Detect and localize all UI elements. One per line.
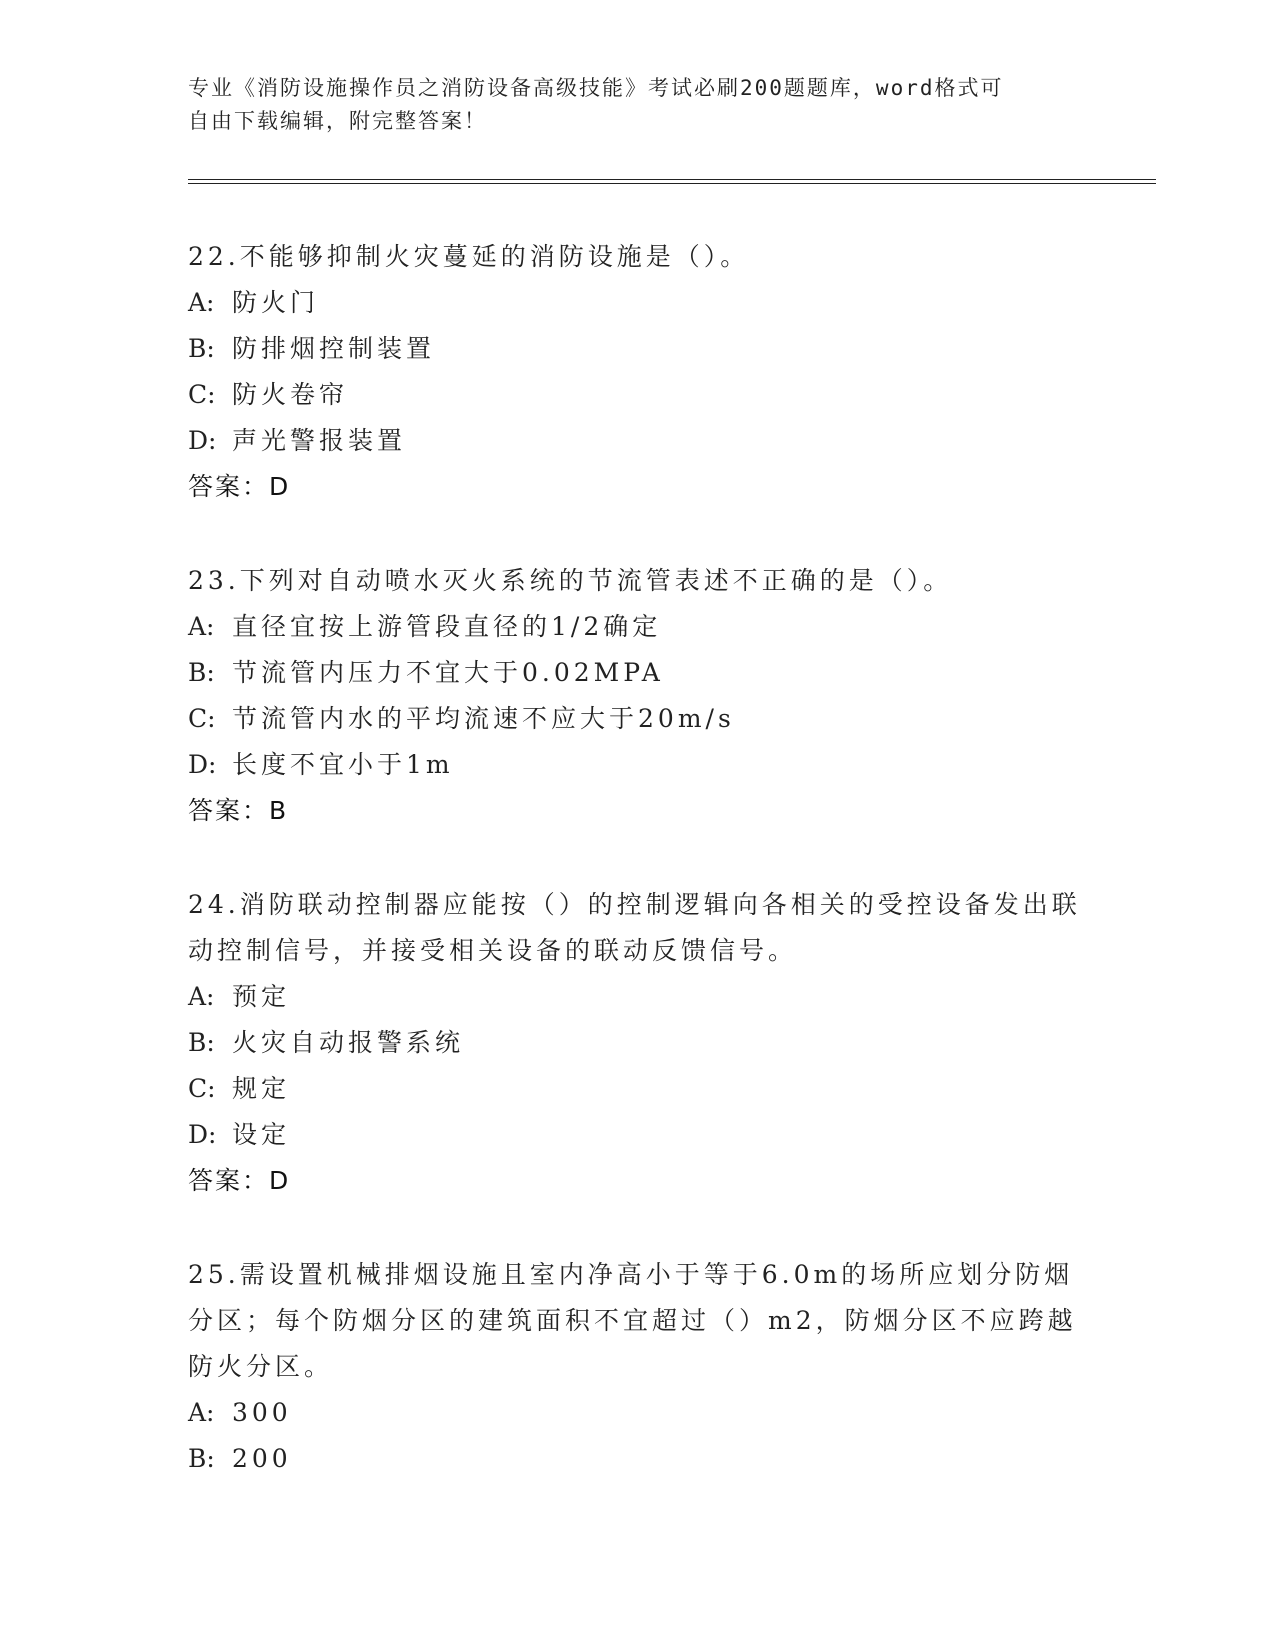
option-d (188, 1112, 1088, 1158)
option-b (188, 326, 1088, 372)
header-line-1: 专业《消防设施操作员之消防设备高级技能》考试必刷200题题库，word格式可 (188, 76, 1004, 100)
option-text: 火灾自动报警系统 (232, 1028, 465, 1057)
option-text: 声光警报装置 (232, 426, 407, 455)
option-b (188, 1020, 1088, 1066)
option-letter: B: (188, 334, 215, 363)
question-stem: 23.下列对自动喷水灭火系统的节流管表述不正确的是（）。 (188, 566, 953, 595)
option-d (188, 742, 1088, 788)
option-text: 防火门 (232, 288, 320, 317)
option-letter: D: (188, 750, 217, 779)
question-25 (188, 1252, 1088, 1482)
question-stem: 25.需设置机械排烟设施且室内净高小于等于6.0m的场所应划分防烟分区；每个防烟分区的建筑面积不宜超过（）m2，防烟分区不应跨越防火分区。 (188, 1260, 1077, 1381)
option-text: 预定 (232, 982, 291, 1011)
option-text: 防排烟控制装置 (232, 334, 436, 363)
option-b (188, 1436, 1088, 1482)
option-text: 节流管内水的平均流速不应大于20m/s (232, 704, 735, 733)
answer-line: 答案：D (188, 472, 291, 501)
question-23 (188, 558, 1088, 834)
option-letter: A: (188, 288, 215, 317)
option-text: 规定 (232, 1074, 291, 1103)
option-d (188, 418, 1088, 464)
question-24 (188, 882, 1088, 1204)
header-divider-top (188, 179, 1156, 180)
answer-line: 答案：D (188, 1166, 291, 1195)
option-a (188, 1390, 1088, 1436)
question-stem: 22.不能够抑制火灾蔓延的消防设施是（）。 (188, 242, 750, 271)
option-c (188, 372, 1088, 418)
answer-line: 答案：B (188, 796, 289, 825)
option-a (188, 604, 1088, 650)
option-text: 200 (232, 1444, 292, 1473)
option-text: 设定 (232, 1120, 291, 1149)
option-letter: A: (188, 982, 215, 1011)
option-letter: B: (188, 1028, 215, 1057)
option-c (188, 1066, 1088, 1112)
option-letter: C: (188, 380, 216, 409)
header-line-2: 自由下载编辑，附完整答案！ (188, 109, 487, 133)
option-text: 300 (232, 1398, 292, 1427)
option-text: 节流管内压力不宜大于0.02MPA (232, 658, 664, 687)
option-letter: A: (188, 612, 215, 641)
document-header (188, 72, 1068, 138)
option-letter: B: (188, 658, 215, 687)
option-b (188, 650, 1088, 696)
question-list (188, 234, 1088, 1530)
option-letter: C: (188, 704, 216, 733)
option-a (188, 280, 1088, 326)
question-stem: 24.消防联动控制器应能按（）的控制逻辑向各相关的受控设备发出联动控制信号，并接受相关设备的联动反馈信号。 (188, 890, 1081, 965)
option-text: 长度不宜小于1m (232, 750, 454, 779)
question-22 (188, 234, 1088, 510)
option-letter: B: (188, 1444, 215, 1473)
option-letter: D: (188, 1120, 217, 1149)
option-text: 直径宜按上游管段直径的1/2确定 (232, 612, 662, 641)
option-letter: D: (188, 426, 217, 455)
header-divider-bottom (188, 183, 1156, 184)
option-letter: A: (188, 1398, 215, 1427)
option-letter: C: (188, 1074, 216, 1103)
option-text: 防火卷帘 (232, 380, 349, 409)
option-c (188, 696, 1088, 742)
option-a (188, 974, 1088, 1020)
